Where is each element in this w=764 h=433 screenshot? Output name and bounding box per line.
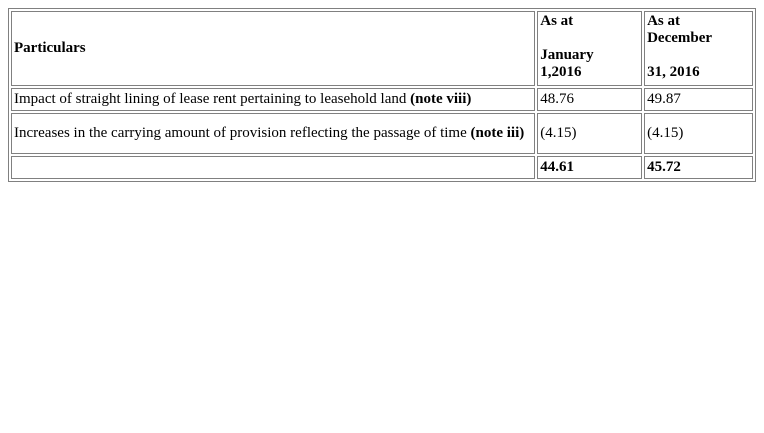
header-dec-line1: As at bbox=[647, 13, 681, 29]
row-jan-value: (4.15) bbox=[537, 113, 642, 154]
row-dec-value: (4.15) bbox=[644, 113, 753, 154]
header-dec-line3: 31, 2016 bbox=[647, 64, 700, 80]
row-particulars bbox=[11, 88, 535, 111]
header-jan-line2: January bbox=[540, 47, 594, 63]
header-jan-line1: As at bbox=[540, 13, 574, 29]
header-particulars-label: Particulars bbox=[14, 40, 86, 56]
header-jan-line3: 1,2016 bbox=[540, 64, 582, 80]
total-dec-value: 45.72 bbox=[644, 156, 753, 179]
table-header-row bbox=[11, 11, 753, 86]
header-dec-line2: December bbox=[647, 30, 713, 46]
row-dec-value: 49.87 bbox=[644, 88, 753, 111]
row-particulars bbox=[11, 113, 535, 154]
table-row bbox=[11, 113, 753, 154]
row-text: Impact of straight lining of lease rent pertaining to leasehold land bbox=[14, 91, 411, 107]
row-note: (note viii) bbox=[410, 91, 472, 107]
financial-table bbox=[8, 8, 756, 182]
row-note: (note iii) bbox=[470, 125, 525, 141]
header-dec-2016 bbox=[644, 11, 753, 86]
header-particulars bbox=[11, 11, 535, 86]
document-body bbox=[8, 8, 756, 182]
total-row bbox=[11, 156, 753, 179]
row-text: Increases in the carrying amount of provision reflecting the passage of time bbox=[14, 125, 471, 141]
row-jan-value: 48.76 bbox=[537, 88, 642, 111]
table-row bbox=[11, 88, 753, 111]
header-jan-2016 bbox=[537, 11, 642, 86]
total-label bbox=[11, 156, 535, 179]
total-jan-value: 44.61 bbox=[537, 156, 642, 179]
